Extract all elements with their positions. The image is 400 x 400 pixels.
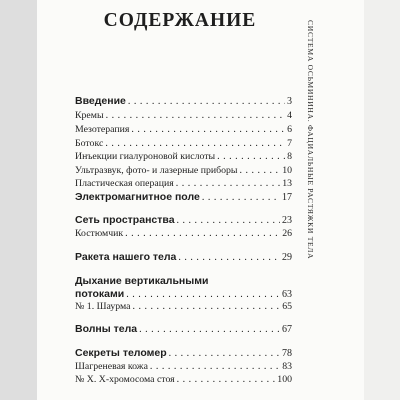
toc-entry-title: Ракета нашего тела [75,251,177,263]
toc-entry-title: Инъекции гиалуроновой кислоты [75,151,216,162]
toc-entry-title: потоками [75,288,125,300]
dot-leader [125,228,280,239]
toc-entry-em-field [75,191,292,203]
dot-leader [131,124,285,135]
page-title: СОДЕРЖАНИЕ [103,10,257,31]
toc-entry-page: 26 [282,228,292,239]
dot-leader [217,151,285,162]
toc-entry-breathing [75,288,292,300]
toc-entry-page: 7 [287,138,292,149]
toc-entry-title: Ультразвук, фото- и лазерные приборы [75,165,238,176]
toc-entry-space-net [75,214,292,226]
toc-entry-suit [75,228,292,239]
toc-entry-page: 17 [282,192,292,203]
dot-leader [105,138,285,149]
dot-leader [202,192,280,203]
toc-entry-page: 100 [277,374,292,385]
toc-entry-hyaluronic [75,151,292,162]
dot-leader [132,301,280,312]
toc-entry-page: 63 [282,289,292,300]
toc-entry-title: Введение [75,95,126,107]
toc-entry-introduction [75,95,292,107]
toc-entry-title: Волны тела [75,323,138,335]
toc-entry-title: Костюмчик [75,228,124,239]
dot-leader [177,374,276,385]
toc-entry-page: 29 [282,252,292,263]
toc-entry-title: Кремы [75,110,104,121]
toc-entry-title: Сеть пространства [75,214,175,226]
toc-entry-page: 78 [282,348,292,359]
toc-entry-title: Секреты теломер [75,347,167,359]
toc-entry-page: 8 [287,151,292,162]
toc-entry-page: 10 [282,165,292,176]
toc-entry-title: № Х. Х-хромосома стоя [75,374,175,385]
toc-entry-page: 6 [287,124,292,135]
toc-entry-devices [75,165,292,176]
dot-leader [177,215,280,226]
dot-leader [126,289,280,300]
dot-leader [176,178,281,189]
dot-leader [239,165,280,176]
toc-entry-body-rocket [75,251,292,263]
toc-entry-title: Пластическая операция [75,178,174,189]
toc-entry-telomeres [75,347,292,359]
toc-entry-page: 65 [282,301,292,312]
toc-entry-page: 4 [287,110,292,121]
dot-leader [106,110,286,121]
toc-entry-title: № 1. Шаурма [75,301,131,312]
dot-leader [178,252,280,263]
toc-entry-page: 23 [282,215,292,226]
dot-leader [169,348,280,359]
toc-entry-title: Электромагнитное поле [75,191,200,203]
toc-entry-title: Мезотерапия [75,124,130,135]
toc-entry-title: Шагреневая кожа [75,361,148,372]
toc-entry-mesotherapy [75,124,292,135]
toc-entry-page: 3 [287,96,292,107]
dot-leader [128,96,285,107]
toc-entry-shagreen [75,361,292,372]
toc-entry-page: 13 [282,178,292,189]
toc-entry-x-chromosome [75,374,292,385]
toc-entry-shawarma [75,301,292,312]
toc-entry-plastic-surgery [75,178,292,189]
dot-leader [139,324,280,335]
toc-entry-page: 67 [282,324,292,335]
toc-entry-botox [75,138,292,149]
dot-leader [150,361,280,372]
toc-entry-page: 83 [282,361,292,372]
toc-entry-body-waves [75,323,292,335]
running-header: СИСТЕМА ОСЬМИНИНА. ФАЦИАЛЬНЫЕ РАСТЯЖКИ ТЕЛА [306,20,315,260]
toc-entry-creams [75,110,292,121]
toc-entry-breathing-line1: Дыхание вертикальными [75,275,209,287]
toc-entry-title: Ботокс [75,138,104,149]
